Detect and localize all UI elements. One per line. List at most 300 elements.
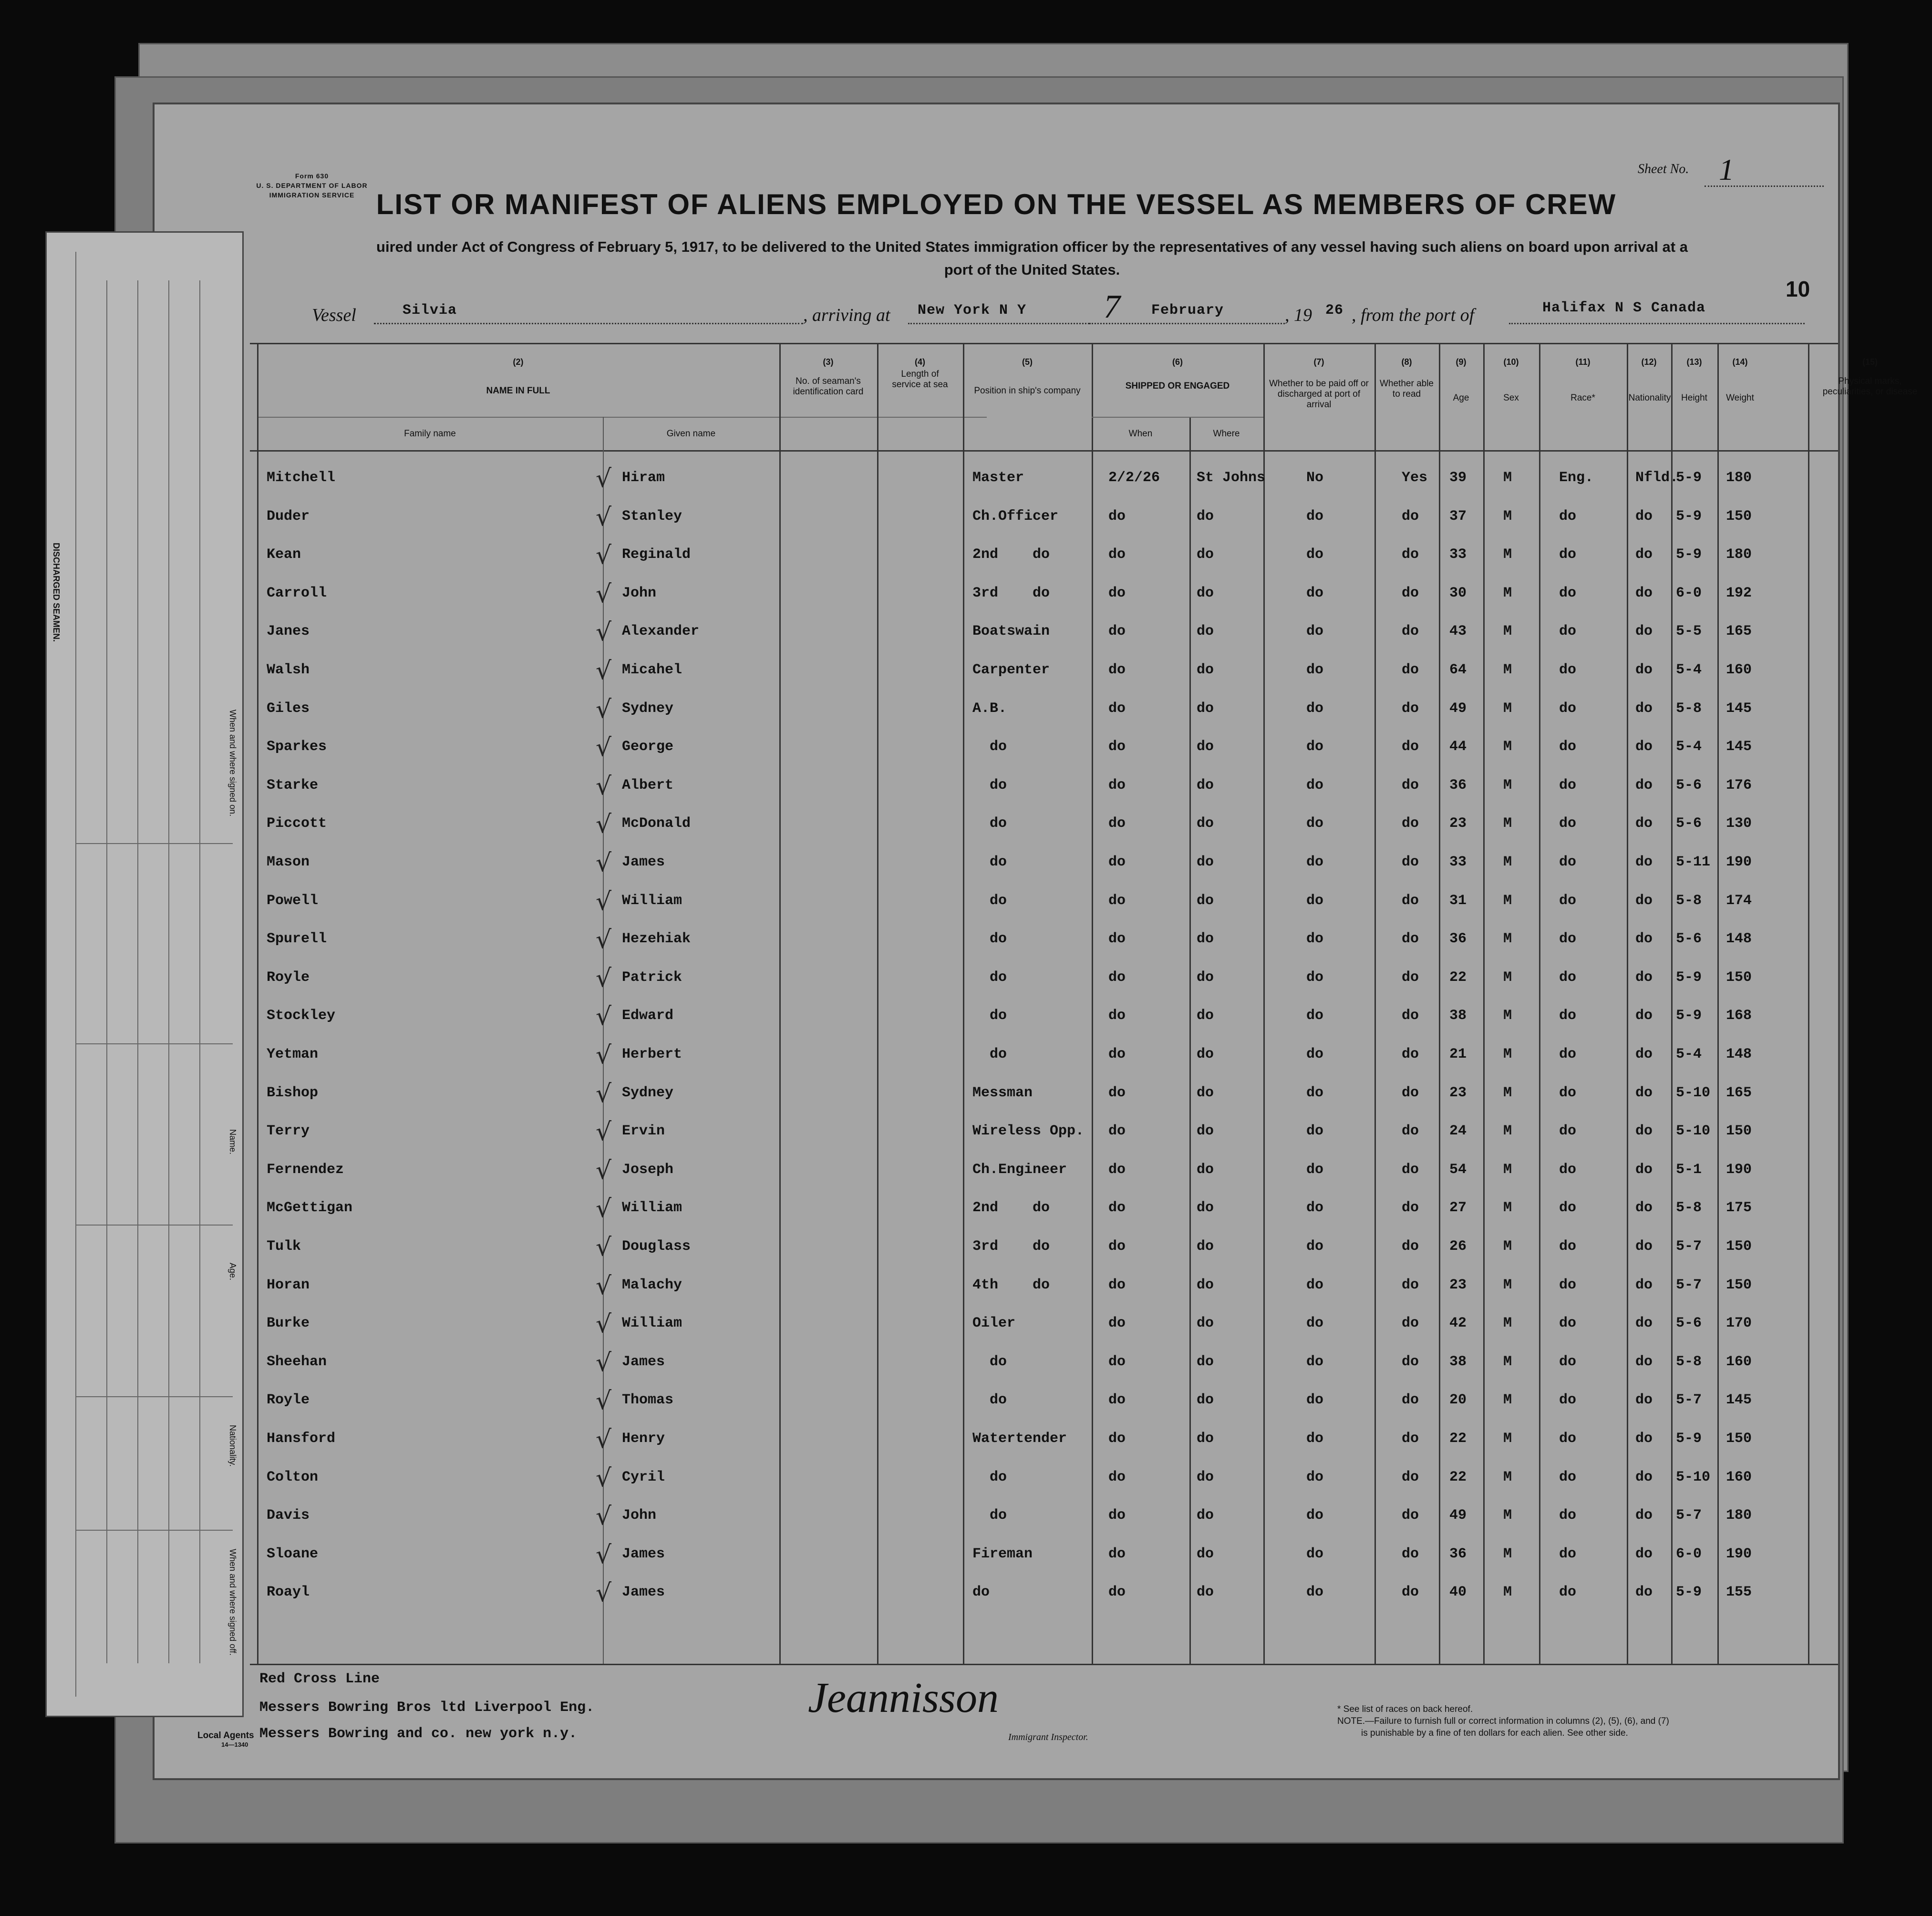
tick-mark-icon: √ [596,464,612,493]
shipped-when-cell: do [1108,1123,1126,1140]
able-to-read-cell: do [1402,1084,1419,1101]
shipped-where-cell: do [1197,969,1214,986]
weight-cell: 165 [1726,1084,1752,1101]
nationality-cell: do [1635,700,1653,717]
race-cell: do [1559,1353,1577,1370]
shipped-when-cell: do [1108,623,1126,640]
nationality-cell: do [1635,1431,1653,1447]
family-name-cell: Giles [267,700,310,717]
position-cell: Ch.Engineer [972,1161,1067,1178]
age-cell: 27 [1449,1200,1467,1216]
position-cell: 4th do [972,1277,1050,1293]
from-label: , from the port of [1352,305,1475,325]
col-divider [1483,343,1485,1664]
col4-header: Length of service at sea [892,369,948,390]
col-divider [1539,343,1540,1664]
paid-off-cell: do [1306,1431,1324,1447]
sex-cell: M [1503,662,1512,678]
position-cell: Master [972,470,1024,486]
nationality-cell: do [1635,1046,1653,1062]
tick-mark-icon: √ [596,1079,612,1108]
shipped-when-cell: do [1108,739,1126,755]
col13-number: (13) [1686,357,1702,367]
given-name-cell: William [622,1315,682,1332]
age-cell: 24 [1449,1123,1467,1140]
discharged-seamen-strip [45,231,244,1717]
given-name-cell: William [622,1200,682,1216]
shipped-when-cell: do [1108,662,1126,678]
shipped-when-cell: do [1108,508,1126,525]
family-name-header: Family name [404,429,456,439]
sex-cell: M [1503,815,1512,832]
family-name-cell: Tulk [267,1238,301,1255]
nationality-cell: do [1635,1161,1653,1178]
height-cell: 5-9 [1676,1431,1702,1447]
shipped-where-cell: do [1197,662,1214,678]
paid-off-cell: do [1306,1545,1324,1562]
shipped-where-cell: do [1197,1008,1214,1024]
tick-mark-icon: √ [596,695,612,724]
tick-mark-icon: √ [596,772,612,801]
weight-cell: 190 [1726,854,1752,870]
race-cell: do [1559,623,1577,640]
shipped-where-cell: do [1197,1431,1214,1447]
given-name-cell: Edward [622,1008,674,1024]
given-name-cell: John [622,1507,657,1524]
age-cell: 23 [1449,815,1467,832]
shipped-where-cell: do [1197,1161,1214,1178]
paid-off-cell: do [1306,700,1324,717]
paid-off-cell: do [1306,1008,1324,1024]
sex-cell: M [1503,1277,1512,1293]
col14-number: (14) [1732,357,1748,367]
age-cell: 43 [1449,623,1467,640]
able-to-read-cell: do [1402,1008,1419,1024]
race-cell: do [1559,1123,1577,1140]
age-cell: 23 [1449,1277,1467,1293]
family-name-cell: Mitchell [267,470,336,486]
nationality-cell: do [1635,1123,1653,1140]
col8-header: Whether able to read [1379,379,1434,399]
paid-off-cell: do [1306,508,1324,525]
race-cell: do [1559,739,1577,755]
date-underline [1089,323,1285,324]
form-id-line: IMMIGRATION SERVICE [269,191,355,199]
able-to-read-cell: do [1402,892,1419,909]
sex-cell: M [1503,700,1512,717]
sex-cell: M [1503,1545,1512,1562]
shipped-when-cell: do [1108,1584,1126,1601]
col-divider [1092,343,1093,1664]
age-cell: 33 [1449,546,1467,563]
height-cell: 5-9 [1676,1008,1702,1024]
family-name-cell: Royle [267,1392,310,1409]
strip-rule [75,1043,233,1044]
strip-label: Name. [228,1129,238,1155]
position-cell: Ch.Officer [972,508,1059,525]
shipped-where-cell: do [1197,815,1214,832]
family-name-cell: Yetman [267,1046,319,1062]
family-name-cell: Davis [267,1507,310,1524]
family-name-cell: Walsh [267,662,310,678]
tick-mark-icon: √ [596,1387,612,1416]
shipped-when-cell: do [1108,1392,1126,1409]
able-to-read-cell: do [1402,1431,1419,1447]
note-penalty-2: is punishable by a fine of ten dollars for each alien. See other side. [1361,1728,1628,1738]
able-to-read-cell: do [1402,854,1419,870]
weight-cell: 145 [1726,1392,1752,1409]
strip-label: Age. [228,1263,238,1281]
col-divider [1671,343,1673,1664]
race-cell: do [1559,1084,1577,1101]
given-name-cell: Hiram [622,470,665,486]
position-cell: do [972,1392,1007,1409]
shipped-when-cell: do [1108,892,1126,909]
paid-off-cell: do [1306,1123,1324,1140]
race-cell: do [1559,1046,1577,1062]
height-cell: 5-8 [1676,1353,1702,1370]
paid-off-cell: do [1306,1392,1324,1409]
position-cell: do [972,1046,1007,1062]
sex-cell: M [1503,1584,1512,1601]
arriving-label: , arriving at [803,305,890,325]
col3-number: (3) [823,357,834,367]
age-cell: 30 [1449,585,1467,601]
col12-number: (12) [1641,357,1657,367]
race-cell: do [1559,508,1577,525]
shipped-when-header: When [1128,429,1153,439]
height-cell: 5-4 [1676,662,1702,678]
family-name-cell: Piccott [267,815,327,832]
family-name-cell: Mason [267,854,310,870]
note-penalty-1: NOTE.—Failure to furnish full or correct information in columns (2), (5), (6), and (7) [1337,1716,1669,1726]
race-cell: do [1559,1315,1577,1332]
weight-cell: 165 [1726,623,1752,640]
family-name-cell: Sloane [267,1545,319,1562]
sheet-no-label: Sheet No. [1638,162,1689,176]
nationality-cell: do [1635,892,1653,909]
age-cell: 36 [1449,931,1467,948]
position-cell: 3rd do [972,1238,1050,1255]
family-name-cell: Starke [267,777,319,793]
nationality-cell: do [1635,815,1653,832]
shipped-when-cell: do [1108,1084,1126,1101]
tick-mark-icon: √ [596,1502,612,1531]
nationality-cell: do [1635,1315,1653,1332]
strip-line [168,280,169,1043]
age-cell: 33 [1449,854,1467,870]
weight-cell: 150 [1726,1277,1752,1293]
strip-label: When and where signed on. [228,710,238,817]
position-cell: Messman [972,1084,1033,1101]
sheet-no-value: 1 [1719,153,1734,186]
weight-cell: 150 [1726,1123,1752,1140]
crew-table [250,343,1918,1664]
race-cell: do [1559,662,1577,678]
sex-cell: M [1503,1084,1512,1101]
family-name-cell: McGettigan [267,1200,353,1216]
family-name-cell: Stockley [267,1008,336,1024]
age-cell: 21 [1449,1046,1467,1062]
weight-cell: 155 [1726,1584,1752,1601]
race-cell: do [1559,1161,1577,1178]
race-cell: do [1559,1507,1577,1524]
given-name-cell: Hezehiak [622,931,691,948]
note-races: * See list of races on back hereof. [1337,1704,1473,1714]
weight-cell: 145 [1726,700,1752,717]
nationality-cell: do [1635,1392,1653,1409]
nationality-cell: do [1635,546,1653,563]
tick-mark-icon: √ [596,926,612,955]
col2-number: (2) [513,357,524,367]
owner-agent: Messers Bowring Bros ltd Liverpool Eng. [259,1700,595,1716]
age-cell: 31 [1449,892,1467,909]
weight-cell: 150 [1726,1431,1752,1447]
tick-mark-icon: √ [596,887,612,916]
shipped-when-cell: 2/2/26 [1108,470,1160,486]
nationality-cell: do [1635,931,1653,948]
paid-off-cell: do [1306,1315,1324,1332]
col-divider [877,343,878,1664]
height-cell: 5-8 [1676,700,1702,717]
sex-cell: M [1503,1315,1512,1332]
paid-off-cell: do [1306,662,1324,678]
height-cell: 5-7 [1676,1238,1702,1255]
age-cell: 44 [1449,739,1467,755]
able-to-read-cell: do [1402,662,1419,678]
shipped-where-cell: St Johns [1197,470,1266,486]
able-to-read-cell: do [1402,1161,1419,1178]
shipped-where-header: Where [1213,429,1240,439]
col-divider [1808,343,1809,1664]
shipped-where-cell: do [1197,1238,1214,1255]
shipped-when-cell: do [1108,1238,1126,1255]
strip-line [106,1043,107,1663]
weight-cell: 150 [1726,508,1752,525]
nationality-cell: do [1635,1008,1653,1024]
position-cell: Fireman [972,1545,1033,1562]
height-cell: 5-9 [1676,969,1702,986]
able-to-read-cell: do [1402,1584,1419,1601]
line-name: Red Cross Line [259,1671,380,1687]
col7-number: (7) [1313,357,1324,367]
paid-off-cell: do [1306,1353,1324,1370]
shipped-when-cell: do [1108,1469,1126,1485]
age-cell: 36 [1449,777,1467,793]
able-to-read-cell: do [1402,1046,1419,1062]
able-to-read-cell: do [1402,931,1419,948]
col15-header: Physical marks, peculiarities, or disease [1822,376,1918,397]
family-name-cell: Janes [267,623,310,640]
paid-off-cell: do [1306,546,1324,563]
shipped-where-cell: do [1197,1123,1214,1140]
inspector-signature: Jeannisson [808,1674,999,1721]
given-name-cell: Douglass [622,1238,691,1255]
shipped-when-cell: do [1108,700,1126,717]
weight-cell: 148 [1726,1046,1752,1062]
tick-mark-icon: √ [596,810,612,839]
sex-cell: M [1503,969,1512,986]
shipped-when-cell: do [1108,546,1126,563]
col10-number: (10) [1503,357,1519,367]
family-name-cell: Hansford [267,1431,336,1447]
tick-mark-icon: √ [596,1579,612,1608]
weight-cell: 160 [1726,662,1752,678]
height-cell: 5-5 [1676,623,1702,640]
col10-header: Sex [1503,393,1519,403]
given-name-cell: Cyril [622,1469,665,1485]
tick-mark-icon: √ [596,1310,612,1339]
sex-cell: M [1503,508,1512,525]
race-cell: do [1559,1200,1577,1216]
height-cell: 5-7 [1676,1392,1702,1409]
col-divider [963,343,964,1664]
tick-mark-icon: √ [596,1118,612,1147]
shipped-where-cell: do [1197,508,1214,525]
sex-cell: M [1503,1008,1512,1024]
paid-off-cell: do [1306,739,1324,755]
sex-cell: M [1503,1046,1512,1062]
able-to-read-cell: do [1402,1469,1419,1485]
nationality-cell: Nfld. [1635,470,1679,486]
strip-line [199,280,200,1043]
shipped-where-cell: do [1197,1200,1214,1216]
tick-mark-icon: √ [596,1348,612,1377]
position-cell: do [972,815,1007,832]
col11-number: (11) [1575,357,1591,367]
paid-off-cell: do [1306,1161,1324,1178]
subtitle-line-1: uired under Act of Congress of February 5, 1917, to be delivered to the United States immigration officer by the representatives of any vessel having such aliens on board upon arrival at a [376,238,1688,255]
given-name-cell: Alexander [622,623,700,640]
shipped-where-cell: do [1197,546,1214,563]
family-name-cell: Sheehan [267,1353,327,1370]
given-name-cell: Malachy [622,1277,682,1293]
family-name-cell: Burke [267,1315,310,1332]
given-name-cell: John [622,585,657,601]
family-name-cell: Kean [267,546,301,563]
height-cell: 5-9 [1676,470,1702,486]
nationality-cell: do [1635,1277,1653,1293]
weight-cell: 180 [1726,546,1752,563]
given-name-cell: Reginald [622,546,691,563]
sex-cell: M [1503,1161,1512,1178]
able-to-read-cell: do [1402,815,1419,832]
age-cell: 36 [1449,1545,1467,1562]
given-name-cell: Henry [622,1431,665,1447]
height-cell: 5-9 [1676,508,1702,525]
shipped-where-cell: do [1197,1507,1214,1524]
nationality-cell: do [1635,1353,1653,1370]
able-to-read-cell: do [1402,1507,1419,1524]
tick-mark-icon: √ [596,1156,612,1185]
age-cell: 22 [1449,1431,1467,1447]
nationality-cell: do [1635,585,1653,601]
position-cell: 3rd do [972,585,1050,601]
able-to-read-cell: do [1402,1392,1419,1409]
age-cell: 64 [1449,662,1467,678]
sex-cell: M [1503,623,1512,640]
shipped-where-cell: do [1197,931,1214,948]
sex-cell: M [1503,777,1512,793]
tick-mark-icon: √ [596,1002,612,1031]
tick-mark-icon: √ [596,733,612,762]
able-to-read-cell: do [1402,1353,1419,1370]
age-cell: 22 [1449,1469,1467,1485]
position-cell: Watertender [972,1431,1067,1447]
family-name-cell: Horan [267,1277,310,1293]
paid-off-cell: No [1306,470,1324,486]
shipped-where-cell: do [1197,1353,1214,1370]
height-cell: 6-0 [1676,585,1702,601]
paid-off-cell: do [1306,623,1324,640]
nationality-cell: do [1635,1200,1653,1216]
strip-line [75,252,76,1697]
family-name-cell: Carroll [267,585,327,601]
given-name-cell: Herbert [622,1046,682,1062]
tick-mark-icon: √ [596,1233,612,1262]
race-cell: do [1559,1008,1577,1024]
position-cell: do [972,739,1007,755]
family-name-cell: Terry [267,1123,310,1140]
position-cell: do [972,892,1007,909]
given-name-cell: James [622,1545,665,1562]
col-divider [1627,343,1628,1664]
able-to-read-cell: do [1402,1238,1419,1255]
strip-rule [75,1396,233,1397]
col5-number: (5) [1022,357,1033,367]
tick-mark-icon: √ [596,1463,612,1493]
tick-mark-icon: √ [596,1271,612,1300]
position-cell: do [972,931,1007,948]
sex-cell: M [1503,1200,1512,1216]
shipped-where-cell: do [1197,1469,1214,1485]
given-name-cell: James [622,1353,665,1370]
subtitle-line-2: port of the United States. [944,261,1120,278]
tick-mark-icon: √ [596,849,612,877]
page-title: LIST OR MANIFEST OF ALIENS EMPLOYED ON THE VESSEL AS MEMBERS OF CREW [376,188,1617,220]
weight-cell: 180 [1726,1507,1752,1524]
race-cell: do [1559,546,1577,563]
sex-cell: M [1503,1431,1512,1447]
position-cell: Carpenter [972,662,1050,678]
given-name-cell: Thomas [622,1392,674,1409]
paid-off-cell: do [1306,1584,1324,1601]
sex-cell: M [1503,931,1512,948]
col2-header: NAME IN FULL [486,386,550,396]
position-cell: 2nd do [972,1200,1050,1216]
height-cell: 5-8 [1676,892,1702,909]
shipped-where-cell: do [1197,1046,1214,1062]
strip-line [106,280,107,1043]
nationality-cell: do [1635,777,1653,793]
height-cell: 5-7 [1676,1277,1702,1293]
age-cell: 20 [1449,1392,1467,1409]
nationality-cell: do [1635,1238,1653,1255]
shipped-when-cell: do [1108,777,1126,793]
paid-off-cell: do [1306,854,1324,870]
shipped-where-cell: do [1197,623,1214,640]
paid-off-cell: do [1306,1277,1324,1293]
sex-cell: M [1503,585,1512,601]
family-name-cell: Roayl [267,1584,310,1601]
given-name-cell: McDonald [622,815,691,832]
given-name-cell: James [622,1584,665,1601]
given-name-cell: Sydney [622,1084,674,1101]
weight-cell: 190 [1726,1161,1752,1178]
year-suffix: 26 [1325,302,1344,319]
height-cell: 5-6 [1676,777,1702,793]
given-name-cell: William [622,892,682,909]
